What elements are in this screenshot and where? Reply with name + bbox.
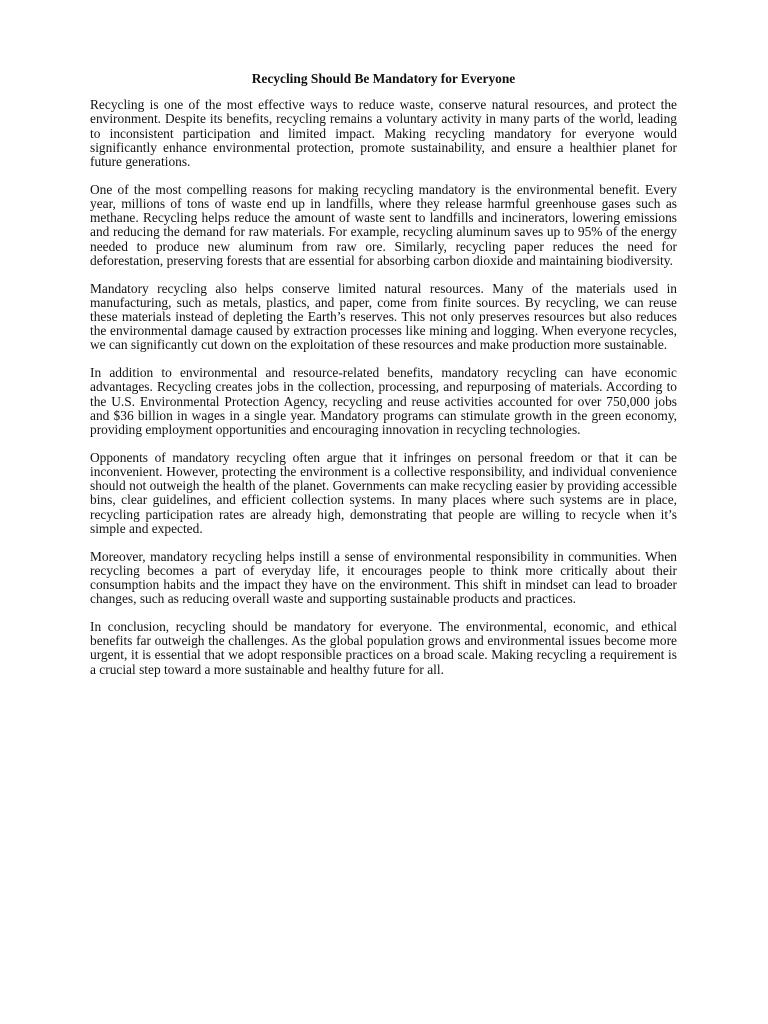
paragraph-community-responsibility: Moreover, mandatory recycling helps instill a sense of environmental responsibility in communities. When recycling becomes a part of everyday life, it encourages people to think more critically about their consumption habits and the impact they have on the environment. This shift in mindset can lead to broader changes, such as reducing overall waste and supporting sustainable products and practices.: [90, 548, 677, 607]
paragraph-conclusion: In conclusion, recycling should be mandatory for everyone. The environmental, economic, and ethical benefits far outweigh the challenges. As the global population grows and environmental issues become more urgent, it is essential that we adopt responsible practices on a broad scale. Making recycling a requirement is a crucial step toward a more sustainable and healthy future for all.: [90, 619, 677, 677]
paragraph-opponents: Opponents of mandatory recycling often argue that it infringes on personal freedom or that it can be inconvenient. However, protecting the environment is a collective responsibility, and individual convenience should not outweigh the health of the planet. Governments can make recycling easier by providing accessible bins, clear guidelines, and efficient collection systems. In many places where such systems are in place, recycling participation rates are already high, demonstrating that people are willing to recycle when it’s simple and expected.: [90, 449, 677, 536]
paragraph-economic-advantages: In addition to environmental and resource-related benefits, mandatory recycling can have economic advantages. Recycling creates jobs in the collection, processing, and repurposing of materials. According to the U.S. Environmental Protection Agency, recycling and reuse activities accounted for over 750,000 jobs and $36 billion in wages in a single year. Mandatory programs can stimulate growth in the green economy, providing employment opportunities and encouraging innovation in recycling technologies.: [90, 365, 677, 438]
paragraph-introduction: Recycling is one of the most effective ways to reduce waste, conserve natural resources, and protect the environment. Despite its benefits, recycling remains a voluntary activity in many parts of the world, leading to inconsistent participation and limited impact. Making recycling mandatory for everyone would significantly enhance environmental protection, promote sustainability, and ensure a healthier planet for future generations.: [90, 97, 677, 170]
paragraph-natural-resources: Mandatory recycling also helps conserve limited natural resources. Many of the materials used in manufacturing, such as metals, plastics, and paper, come from finite sources. By recycling, we can reuse these materials instead of depleting the Earth’s reserves. This not only preserves resources but also reduces the environmental damage caused by extraction processes like mining and logging. When everyone recycles, we can significantly cut down on the exploitation of these resources and make production more sustainable.: [90, 280, 677, 353]
document-title: Recycling Should Be Mandatory for Everyone: [251, 71, 516, 86]
paragraph-environmental-benefit: One of the most compelling reasons for making recycling mandatory is the environmental benefit. Every year, millions of tons of waste end up in landfills, where they release harmful greenhouse gases such as methane. Recycling helps reduce the amount of waste sent to landfills and incinerators, lowering emissions and reducing the demand for raw materials. For example, recycling aluminum saves up to 95% of the energy needed to produce new aluminum from raw ore. Similarly, recycling paper reduces the need for deforestation, preserving forests that are essential for absorbing carbon dioxide and maintaining biodiversity.: [90, 181, 677, 268]
document-body: [90, 72, 677, 690]
